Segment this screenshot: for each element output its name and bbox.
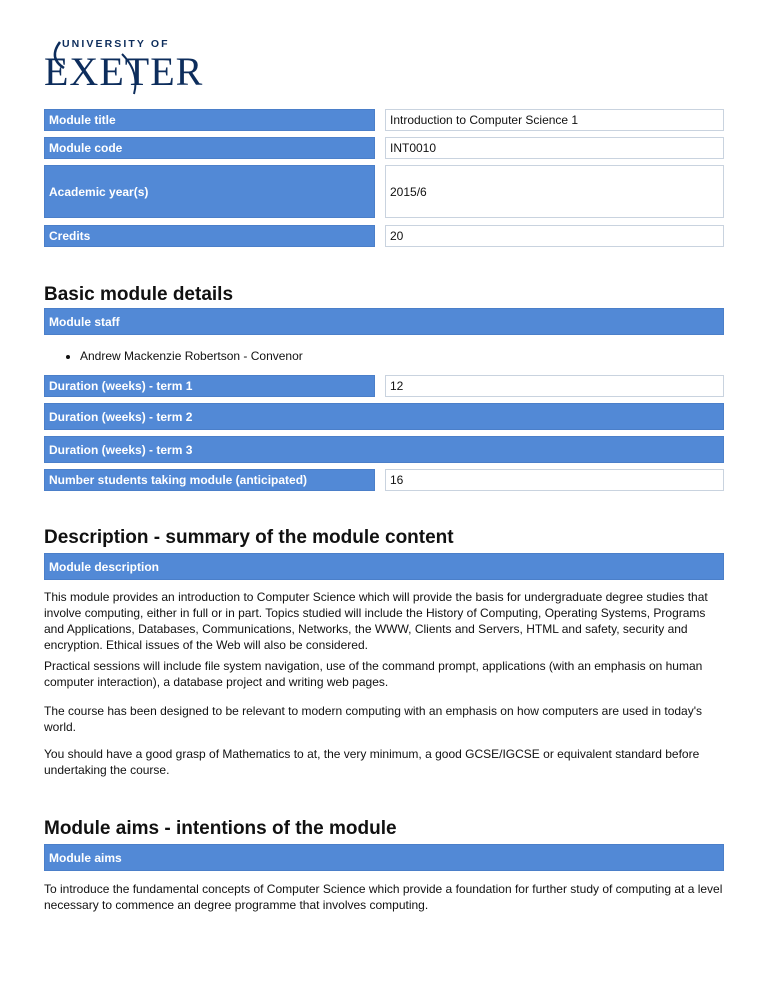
- module-title-row: [44, 109, 724, 131]
- term3-label: Duration (weeks) - term 3: [44, 436, 724, 463]
- logo-exeter: EXETER: [44, 49, 204, 94]
- module-aims-header: Module aims: [44, 844, 724, 871]
- students-row: [44, 469, 724, 491]
- module-code-label: Module code: [44, 137, 375, 159]
- credits-label: Credits: [44, 225, 375, 247]
- academic-year-label: Academic year(s): [44, 165, 375, 218]
- module-staff-header-row: [44, 308, 724, 335]
- university-logo: [44, 38, 204, 96]
- module-description-header: Module description: [44, 553, 724, 580]
- aims-heading: Module aims - intentions of the module: [44, 818, 397, 839]
- logo-university-of: UNIVERSITY OF: [62, 38, 170, 50]
- module-code-row: [44, 137, 724, 159]
- staff-list: [44, 349, 303, 363]
- credits-row: [44, 225, 724, 247]
- staff-list-item: • Andrew Mackenzie Robertson - Convenor: [80, 349, 303, 363]
- aims-paragraph: To introduce the fundamental concepts of Computer Science which provide a foundation for further study of computing at a level necessary to commence an degree programme that involves computing.: [44, 882, 723, 912]
- module-description-header-row: [44, 553, 724, 580]
- term1-value: 12: [385, 375, 724, 397]
- students-label: Number students taking module (anticipated): [44, 469, 375, 491]
- term1-row: [44, 375, 724, 397]
- academic-year-value: 2015/6: [385, 165, 724, 218]
- term1-label: Duration (weeks) - term 1: [44, 375, 375, 397]
- description-paragraph-1: This module provides an introduction to Computer Science which will provide the basis for undergraduate degree studies that involve computing, either in full or in part. Topics studied will include the History of Computing, Operating Systems, Programs and Applications, Databases, Communications, Networks, the WWW, Clients and Servers, HTML and safety, security and encryption. Ethical issues of the Web will also be considered.: [44, 590, 708, 652]
- basic-details-heading: Basic module details: [44, 284, 234, 305]
- module-title-label: Module title: [44, 109, 375, 131]
- description-heading: Description - summary of the module content: [44, 527, 454, 548]
- module-code-value: INT0010: [385, 137, 724, 159]
- description-paragraph-4: You should have a good grasp of Mathematics to at, the very minimum, a good GCSE/IGCSE or equivalent standard before undertaking the course.: [44, 747, 700, 777]
- description-paragraph-2: Practical sessions will include file system navigation, use of the command prompt, applications (with an emphasis on human computer interaction), a database project and writing web pages.: [44, 659, 703, 689]
- academic-year-row: [44, 165, 724, 218]
- term2-label: Duration (weeks) - term 2: [44, 403, 724, 430]
- description-paragraph-3: The course has been designed to be relevant to modern computing with an emphasis on how computers are used in today's world.: [44, 704, 703, 734]
- module-staff-header: Module staff: [44, 308, 724, 335]
- module-aims-header-row: [44, 844, 724, 871]
- students-value: 16: [385, 469, 724, 491]
- credits-value: 20: [385, 225, 724, 247]
- term3-row: [44, 436, 724, 463]
- module-title-value: Introduction to Computer Science 1: [385, 109, 724, 131]
- term2-row: [44, 403, 724, 430]
